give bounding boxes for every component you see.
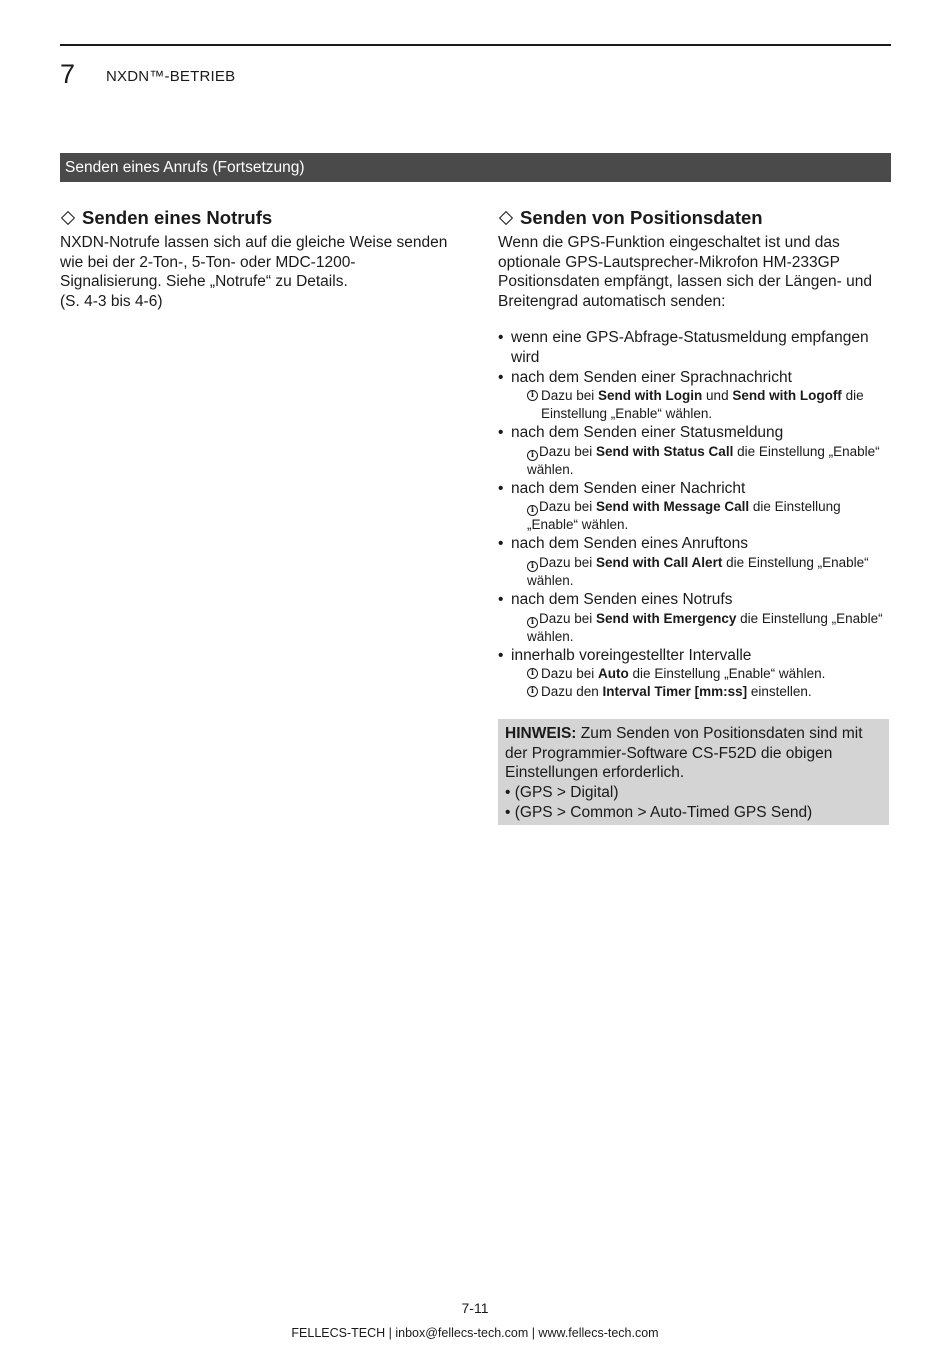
info-icon: i [527,561,538,572]
list-item-note: i Dazu bei Auto die Einstellung „Enable“ wählen. i Dazu den Interval Timer [mm:ss] einstellen. [511,665,893,701]
hint-item: • (GPS > Common > Auto-Timed GPS Send) [505,803,813,821]
positionsdaten-heading-text: Senden von Positionsdaten [520,207,763,228]
info-icon: i [527,450,538,461]
left-column [60,205,455,311]
notruf-heading [60,205,455,230]
positionsdaten-heading [498,205,893,230]
trigger-list [498,328,893,701]
info-icon: i [527,390,538,401]
positionsdaten-intro: Wenn die GPS-Funktion eingeschaltet ist und das optionale GPS-Lautsprecher-Mikrofon HM-233GP Positionsdaten empfängt, lassen sich der Längen- und Breitengrad automatisch senden: [498,234,872,310]
list-item: • nach dem Senden eines Anruftons i Dazu bei Send with Call Alert die Einstellung „Enable“ wählen. [498,534,893,590]
hint-text: Zum Senden von Positionsdaten sind mit der Programmier-Software CS-F52D die obigen Einstellungen erforderlich. [505,725,863,782]
list-item-note: i Dazu bei Send with Message Call die Einstellung „Enable“ wählen. [527,499,841,533]
info-icon: i [527,668,538,679]
notruf-page-ref: (S. 4-3 bis 4-6) [60,292,163,310]
footer-contact: FELLECS-TECH | inbox@fellecs-tech.com | www.fellecs-tech.com [291,1326,659,1340]
list-item: • innerhalb voreingestellter Intervalle i Dazu bei Auto die Einstellung „Enable“ wählen. i Dazu den Interval Timer [mm:ss] einstellen. [498,646,893,702]
bullet-icon: • [498,329,504,347]
list-item-note: i Dazu bei Send with Status Call die Einstellung „Enable“ wählen. [527,443,880,477]
notruf-body: NXDN-Notrufe lassen sich auf die gleiche Weise senden wie bei der 2-Ton-, 5-Ton- oder MDC-1200-Signalisierung. Siehe „Notrufe“ zu Details. [60,234,448,291]
list-item-note: i Dazu bei Send with Call Alert die Einstellung „Enable“ wählen. [527,554,869,588]
bullet-icon: • [498,535,504,553]
info-icon: i [527,617,538,628]
list-item: • nach dem Senden einer Nachricht i Dazu bei Send with Message Call die Einstellung „Enable“ wählen. [498,479,893,535]
list-item: • nach dem Senden einer Statusmeldung i Dazu bei Send with Status Call die Einstellung „Enable“ wählen. [498,423,893,479]
hint-box [498,719,889,825]
info-icon: i [527,686,538,697]
chapter-title: NXDN™-BETRIEB [106,68,236,85]
list-item: • nach dem Senden eines Notrufs i Dazu bei Send with Emergency die Einstellung „Enable“ wählen. [498,590,893,646]
bullet-icon: • [498,479,504,497]
diamond-icon [499,210,513,224]
list-item: • wenn eine GPS-Abfrage-Statusmeldung empfangen wird [498,329,869,366]
bullet-icon: • [498,646,504,664]
right-column [498,205,893,825]
header-rule [60,44,891,46]
page-number: 7-11 [461,1300,489,1316]
info-icon: i [527,505,538,516]
notruf-heading-text: Senden eines Notrufs [82,207,273,228]
hint-item: • (GPS > Digital) [505,783,619,801]
hint-label: HINWEIS: [505,725,577,743]
bullet-icon: • [498,368,504,386]
diamond-icon [61,210,75,224]
list-item-note: i Dazu bei Send with Login und Send with Logoff die Einstellung „Enable“ wählen. [511,387,893,423]
list-item: • nach dem Senden einer Sprachnachricht i Dazu bei Send with Login und Send with Logoff die Einstellung „Enable“ wählen. [498,368,893,424]
bullet-icon: • [498,590,504,608]
list-item-note: i Dazu bei Send with Emergency die Einstellung „Enable“ wählen. [527,610,883,644]
bullet-icon: • [498,424,504,442]
section-bar: Senden eines Anrufs (Fortsetzung) [60,153,891,182]
chapter-number: 7 [60,59,76,89]
